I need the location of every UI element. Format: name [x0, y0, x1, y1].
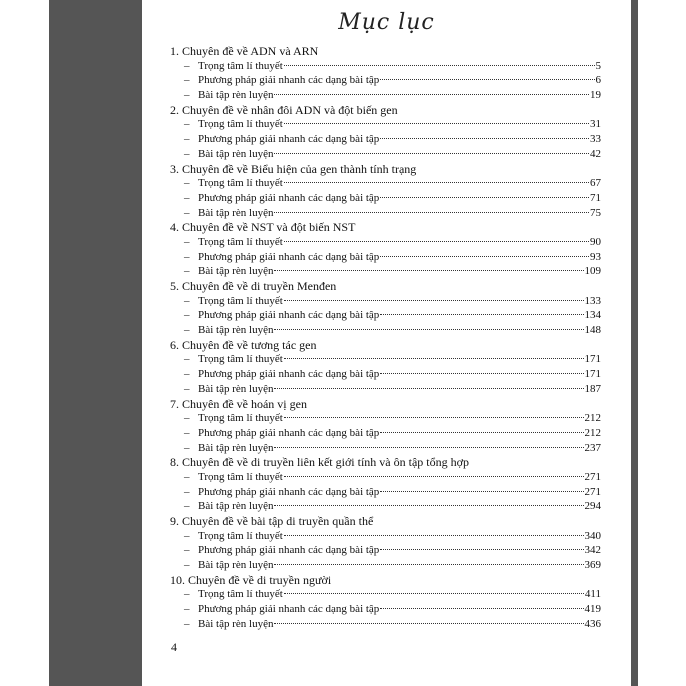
- entry-dash: –: [184, 89, 190, 102]
- page-number: 4: [171, 640, 177, 654]
- chapter-title[interactable]: 1. Chuyên đề về ADN và ARN: [170, 44, 319, 58]
- entry-label: Bài tập rèn luyện: [198, 324, 274, 337]
- entry-page-number: 237: [584, 441, 601, 454]
- dot-leader: [274, 388, 583, 389]
- dot-leader: [380, 138, 589, 139]
- toc-entry[interactable]: [170, 264, 601, 279]
- toc-entry[interactable]: [170, 558, 601, 573]
- entry-dash: –: [184, 59, 190, 72]
- entry-page-number: 436: [584, 617, 601, 630]
- entry-label: Phương pháp giải nhanh các dạng bài tập: [198, 603, 380, 616]
- entry-dash: –: [184, 412, 190, 425]
- toc-entry[interactable]: [170, 602, 601, 617]
- toc-chapter: [170, 455, 601, 514]
- entry-page-number: 19: [590, 89, 601, 102]
- entry-dash: –: [184, 147, 190, 160]
- entry-page-number: 212: [584, 426, 601, 439]
- chapter-title[interactable]: 9. Chuyên đề về bài tập di truyền quần thể: [170, 514, 374, 528]
- dot-leader: [274, 505, 583, 506]
- entry-dash: –: [184, 559, 190, 572]
- entry-page-number: 75: [590, 206, 601, 219]
- toc-chapter: [170, 220, 601, 279]
- entry-page-number: 31: [590, 118, 601, 131]
- dot-leader: [380, 373, 583, 374]
- entry-page-number: 90: [590, 235, 601, 248]
- dot-leader: [274, 153, 589, 154]
- toc-entry[interactable]: [170, 617, 601, 632]
- entry-page-number: 340: [584, 529, 601, 542]
- document-page: [142, 0, 631, 686]
- toc-entry[interactable]: [170, 382, 601, 397]
- entry-label: Bài tập rèn luyện: [198, 265, 274, 278]
- entry-label: Phương pháp giải nhanh các dạng bài tập: [198, 309, 380, 322]
- chapter-title[interactable]: 4. Chuyên đề về NST và đột biến NST: [170, 220, 356, 235]
- entry-page-number: 342: [584, 544, 601, 557]
- entry-dash: –: [184, 382, 190, 395]
- entry-page-number: 171: [584, 368, 601, 381]
- dot-leader: [284, 417, 584, 418]
- chapter-title[interactable]: 8. Chuyên đề về di truyền liên kết giới tính và ôn tập tổng hợp: [170, 455, 469, 470]
- entry-dash: –: [184, 368, 190, 381]
- entry-label: Bài tập rèn luyện: [198, 147, 274, 160]
- dot-leader: [274, 447, 583, 448]
- entry-label: Bài tập rèn luyện: [198, 559, 274, 572]
- toc-chapter: [170, 397, 601, 456]
- toc-entry[interactable]: [170, 191, 601, 206]
- dot-leader: [274, 212, 589, 213]
- toc-entry[interactable]: [170, 250, 601, 265]
- toc-entry[interactable]: [170, 323, 601, 338]
- dot-leader: [380, 491, 583, 492]
- dot-leader: [284, 476, 584, 477]
- entry-page-number: 33: [590, 133, 601, 146]
- dot-leader: [274, 270, 583, 271]
- toc-entry[interactable]: [170, 470, 601, 485]
- entry-dash: –: [184, 500, 190, 513]
- entry-page-number: 134: [584, 309, 601, 322]
- entry-page-number: 187: [584, 382, 601, 395]
- entry-label: Phương pháp giải nhanh các dạng bài tập: [198, 250, 380, 263]
- toc-entry[interactable]: [170, 73, 601, 88]
- entry-label: Trọng tâm lí thuyết: [198, 59, 283, 72]
- entry-label: Trọng tâm lí thuyết: [198, 529, 283, 542]
- document-viewer: [49, 0, 638, 686]
- dot-leader: [284, 65, 595, 66]
- toc-chapter: [170, 279, 601, 338]
- entry-dash: –: [184, 353, 190, 366]
- entry-dash: –: [184, 529, 190, 542]
- entry-dash: –: [184, 426, 190, 439]
- dot-leader: [274, 564, 583, 565]
- toc-entry[interactable]: [170, 117, 601, 132]
- entry-label: Bài tập rèn luyện: [198, 206, 274, 219]
- entry-label: Trọng tâm lí thuyết: [198, 118, 283, 131]
- entry-label: Trọng tâm lí thuyết: [198, 294, 283, 307]
- dot-leader: [380, 608, 583, 609]
- entry-dash: –: [184, 235, 190, 248]
- toc-entry[interactable]: [170, 411, 601, 426]
- dot-leader: [284, 241, 589, 242]
- entry-dash: –: [184, 603, 190, 616]
- entry-dash: –: [184, 206, 190, 219]
- toc-entry[interactable]: [170, 59, 601, 74]
- entry-label: Phương pháp giải nhanh các dạng bài tập: [198, 544, 380, 557]
- entry-dash: –: [184, 441, 190, 454]
- entry-page-number: 67: [590, 177, 601, 190]
- entry-label: Phương pháp giải nhanh các dạng bài tập: [198, 191, 380, 204]
- toc-entry[interactable]: [170, 176, 601, 191]
- toc-chapter: [170, 103, 601, 162]
- entry-page-number: 411: [584, 588, 601, 601]
- entry-page-number: 6: [595, 74, 601, 87]
- entry-page-number: 148: [584, 324, 601, 337]
- toc-entry[interactable]: [170, 132, 601, 147]
- entry-dash: –: [184, 588, 190, 601]
- entry-label: Phương pháp giải nhanh các dạng bài tập: [198, 426, 380, 439]
- entry-dash: –: [184, 250, 190, 263]
- entry-dash: –: [184, 74, 190, 87]
- toc-chapter: [170, 44, 601, 103]
- entry-label: Phương pháp giải nhanh các dạng bài tập: [198, 368, 380, 381]
- chapter-title[interactable]: 5. Chuyên đề về di truyền Menđen: [170, 279, 337, 293]
- dot-leader: [380, 432, 583, 433]
- entry-page-number: 369: [584, 559, 601, 572]
- toc-entry[interactable]: [170, 543, 601, 558]
- toc-chapter: [170, 514, 601, 573]
- entry-page-number: 71: [590, 191, 601, 204]
- toc-entry[interactable]: [170, 441, 601, 456]
- dot-leader: [274, 623, 583, 624]
- entry-dash: –: [184, 324, 190, 337]
- entry-dash: –: [184, 309, 190, 322]
- entry-dash: –: [184, 265, 190, 278]
- toc-entry[interactable]: [170, 529, 601, 544]
- entry-label: Phương pháp giải nhanh các dạng bài tập: [198, 485, 380, 498]
- dot-leader: [380, 314, 583, 315]
- entry-label: Trọng tâm lí thuyết: [198, 235, 283, 248]
- entry-dash: –: [184, 133, 190, 146]
- toc-entry[interactable]: [170, 367, 601, 382]
- toc-entry[interactable]: [170, 485, 601, 500]
- entry-page-number: 212: [584, 412, 601, 425]
- entry-label: Trọng tâm lí thuyết: [198, 353, 283, 366]
- toc-chapter: [170, 338, 601, 397]
- toc-entry[interactable]: [170, 147, 601, 162]
- toc-entry[interactable]: [170, 499, 601, 514]
- dot-leader: [284, 593, 584, 594]
- chapter-title[interactable]: 10. Chuyên đề về di truyền người: [170, 572, 332, 587]
- entry-label: Phương pháp giải nhanh các dạng bài tập: [198, 74, 380, 87]
- dot-leader: [380, 549, 583, 550]
- entry-label: Phương pháp giải nhanh các dạng bài tập: [198, 133, 380, 146]
- dot-leader: [380, 256, 589, 257]
- dot-leader: [284, 182, 589, 183]
- entry-label: Bài tập rèn luyện: [198, 382, 274, 395]
- chapter-title[interactable]: 7. Chuyên đề về hoán vị gen: [170, 396, 307, 411]
- dot-leader: [274, 94, 589, 95]
- entry-label: Bài tập rèn luyện: [198, 617, 274, 630]
- toc-entry[interactable]: [170, 426, 601, 441]
- entry-label: Trọng tâm lí thuyết: [198, 470, 283, 483]
- entry-page-number: 93: [590, 250, 601, 263]
- toc-entry[interactable]: [170, 308, 601, 323]
- page-title: Mục lục: [338, 10, 435, 35]
- toc-entry[interactable]: [170, 294, 601, 309]
- entry-dash: –: [184, 485, 190, 498]
- entry-dash: –: [184, 191, 190, 204]
- chapter-title[interactable]: 3. Chuyên đề về Biểu hiện của gen thành tính trạng: [170, 161, 417, 176]
- dot-leader: [380, 79, 594, 80]
- entry-page-number: 419: [584, 603, 601, 616]
- entry-page-number: 294: [584, 500, 601, 513]
- dot-leader: [380, 197, 589, 198]
- entry-dash: –: [184, 470, 190, 483]
- entry-dash: –: [184, 294, 190, 307]
- toc-entry[interactable]: [170, 587, 601, 602]
- toc-entry[interactable]: [170, 88, 601, 103]
- toc-chapter: [170, 162, 601, 221]
- dot-leader: [284, 535, 584, 536]
- dot-leader: [274, 329, 583, 330]
- entry-page-number: 271: [584, 470, 601, 483]
- entry-dash: –: [184, 617, 190, 630]
- entry-label: Bài tập rèn luyện: [198, 500, 274, 513]
- table-of-contents: [170, 44, 601, 632]
- toc-entry[interactable]: [170, 352, 601, 367]
- entry-page-number: 42: [590, 147, 601, 160]
- entry-page-number: 271: [584, 485, 601, 498]
- entry-label: Trọng tâm lí thuyết: [198, 177, 283, 190]
- entry-label: Bài tập rèn luyện: [198, 441, 274, 454]
- entry-page-number: 109: [584, 265, 601, 278]
- entry-page-number: 171: [584, 353, 601, 366]
- entry-page-number: 133: [584, 294, 601, 307]
- dot-leader: [284, 358, 584, 359]
- dot-leader: [284, 300, 584, 301]
- toc-chapter: [170, 573, 601, 632]
- toc-entry[interactable]: [170, 235, 601, 250]
- dot-leader: [284, 123, 589, 124]
- entry-label: Trọng tâm lí thuyết: [198, 412, 283, 425]
- toc-entry[interactable]: [170, 206, 601, 221]
- entry-label: Trọng tâm lí thuyết: [198, 588, 283, 601]
- entry-dash: –: [184, 118, 190, 131]
- entry-dash: –: [184, 544, 190, 557]
- chapter-title[interactable]: 6. Chuyên đề về tương tác gen: [170, 337, 317, 352]
- entry-dash: –: [184, 177, 190, 190]
- entry-label: Bài tập rèn luyện: [198, 89, 274, 102]
- chapter-title[interactable]: 2. Chuyên đề về nhân đôi ADN và đột biến gen: [170, 102, 398, 117]
- entry-page-number: 5: [595, 59, 601, 72]
